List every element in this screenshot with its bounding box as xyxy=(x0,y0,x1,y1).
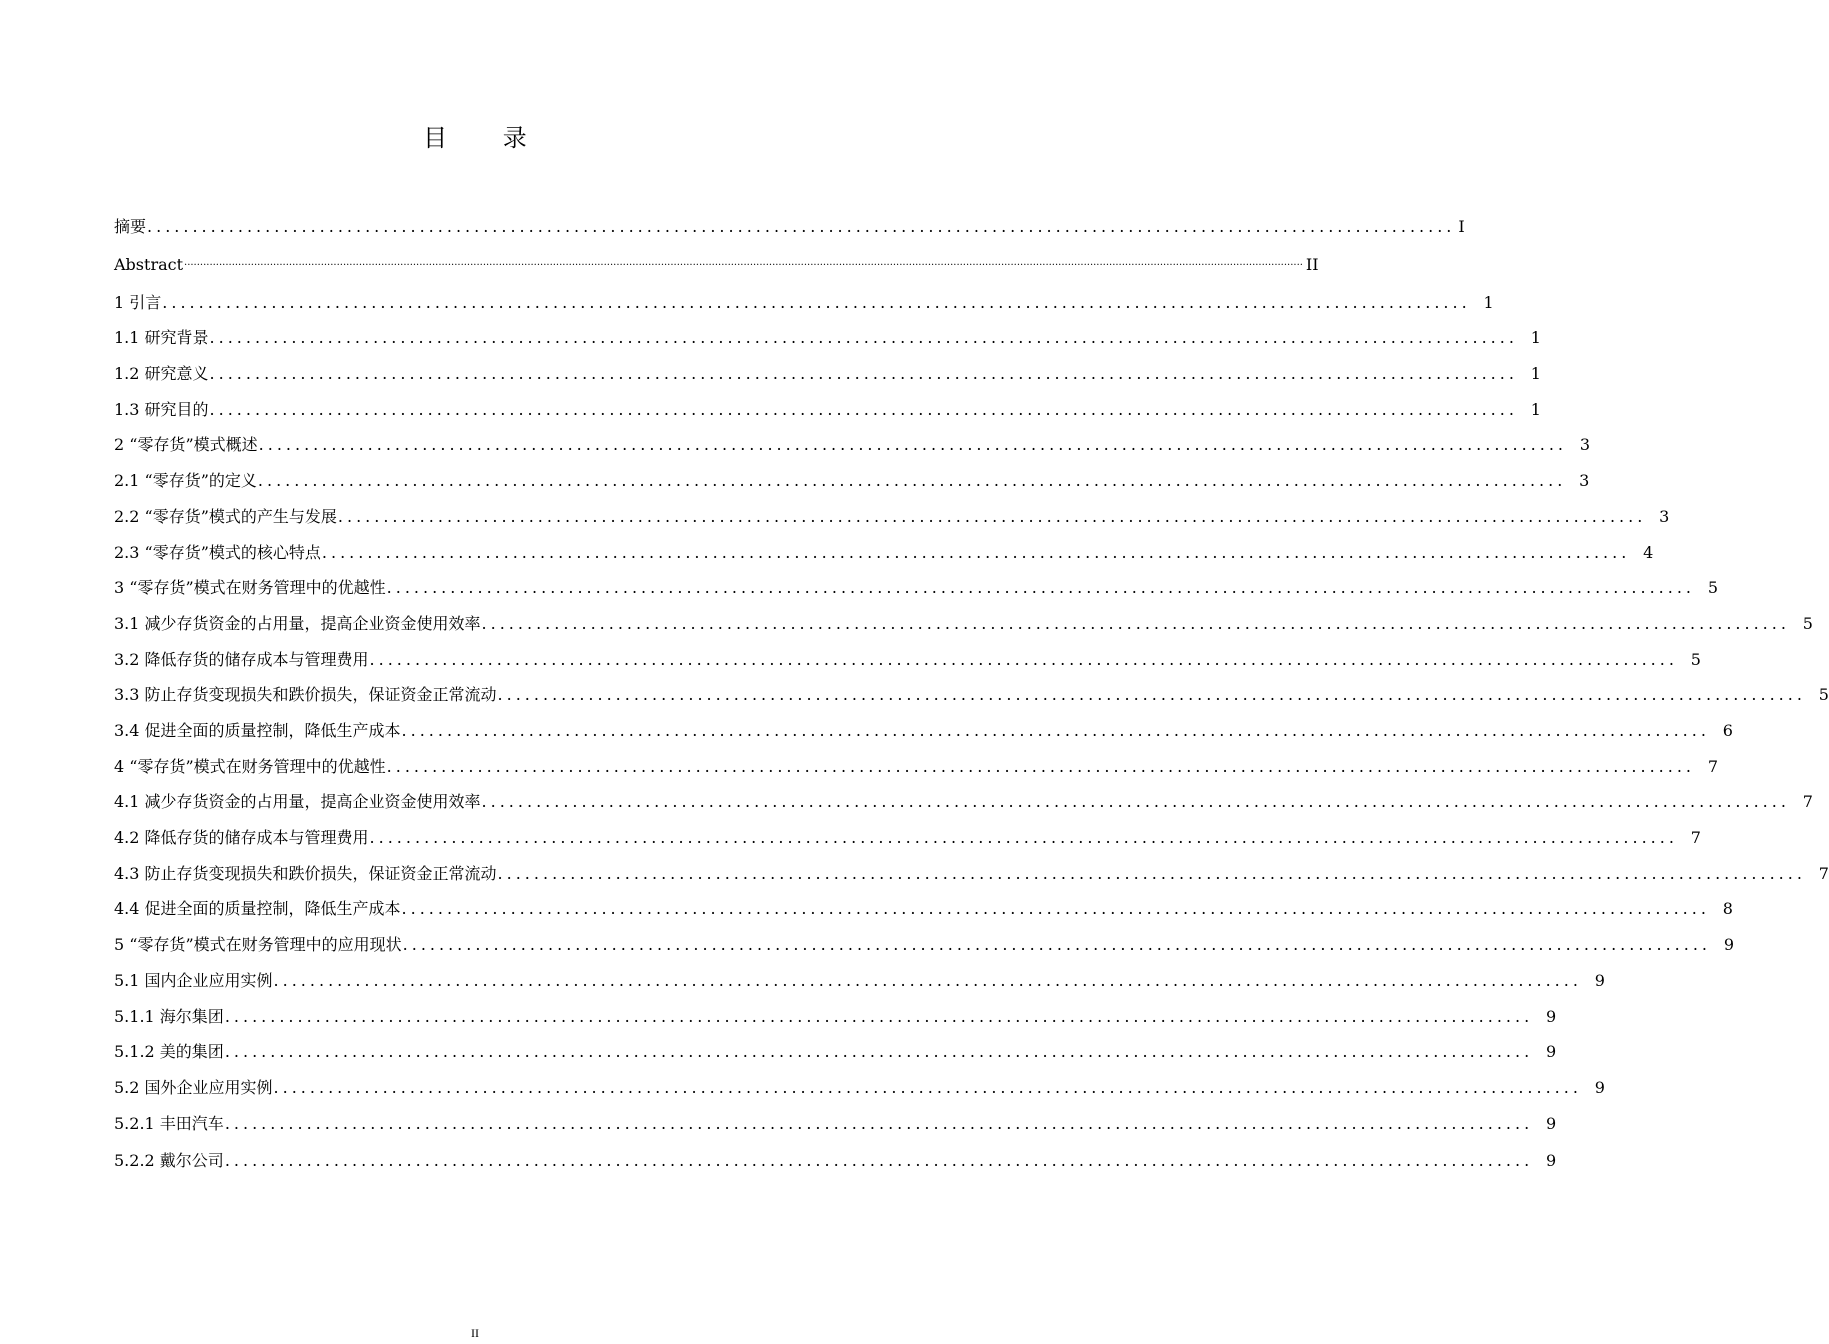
dot-leader: ................................................................................................................................................ xyxy=(257,471,1567,490)
toc-entry-label: 1.1 研究背景 xyxy=(114,328,209,347)
toc-entry[interactable] xyxy=(114,1038,1557,1062)
dot-leader: ................................................................................................................................................ xyxy=(224,1114,1534,1133)
dot-leader: ................................................................................................................................................ xyxy=(147,217,1456,236)
toc-entry-page: 7 xyxy=(1707,757,1719,776)
toc-entry-page: 9 xyxy=(1546,1007,1557,1026)
toc-entry[interactable] xyxy=(114,1147,1557,1171)
toc-entry-page: 7 xyxy=(1690,828,1701,847)
toc-entry-page: 5 xyxy=(1707,578,1719,597)
toc-entry-page: 3 xyxy=(1659,507,1670,526)
page-number: II xyxy=(471,1326,479,1340)
toc-entry[interactable] xyxy=(114,396,1541,420)
toc-entry-page: 9 xyxy=(1546,1114,1557,1133)
toc-entry[interactable] xyxy=(114,931,1735,955)
dot-leader: ................................................................................................................................................ xyxy=(273,971,1582,990)
toc-entry-label: 4.3 防止存货变现损失和跌价损失，保证资金正常流动 xyxy=(114,864,497,883)
toc-entry[interactable] xyxy=(114,360,1541,384)
toc-entry-abstract-cn[interactable] xyxy=(114,213,1465,237)
toc-entry-label: 3 “零存货”模式在财务管理中的优越性 xyxy=(114,578,386,597)
dot-leader: ................................................................................................................................................ xyxy=(273,1078,1582,1097)
toc-entry-label: 3.3 防止存货变现损失和跌价损失，保证资金正常流动 xyxy=(114,685,497,704)
toc-entry-page: 9 xyxy=(1594,971,1605,990)
toc-entry-page: 5 xyxy=(1818,685,1829,704)
dot-leader: ................................................................................................................................................ xyxy=(321,543,1631,562)
toc-entry-label: 3.1 减少存货资金的占用量，提高企业资金使用效率 xyxy=(114,614,481,633)
toc-entry-page: 7 xyxy=(1818,864,1829,883)
toc-entry-label: 4.4 促进全面的质量控制，降低生产成本 xyxy=(114,899,401,918)
page-title: 目 录 xyxy=(423,124,551,152)
toc-entry-page: 9 xyxy=(1723,935,1735,954)
toc-entry-label: 4.1 减少存货资金的占用量，提高企业资金使用效率 xyxy=(114,792,481,811)
toc-entry-label: 5.2.2 戴尔公司 xyxy=(114,1151,224,1170)
toc-entry-page: 4 xyxy=(1643,543,1654,562)
toc-entry[interactable] xyxy=(114,1074,1605,1098)
dot-leader: ................................................................................................................................................ xyxy=(481,614,1790,633)
dot-leader: ................................................................................................................................................ xyxy=(162,293,1471,312)
toc-entry[interactable] xyxy=(114,681,1829,705)
toc-entry[interactable] xyxy=(114,324,1541,348)
toc-entry-page: II xyxy=(1305,255,1319,274)
toc-entry-page: 6 xyxy=(1722,721,1733,740)
dot-leader: ................................................................................................................................................ xyxy=(386,757,1696,776)
dot-leader: ................................................................................................................................................ xyxy=(402,935,1712,954)
dot-leader: ................................................................................................................................................ xyxy=(481,792,1790,811)
dot-leader: ................................................................................................................................................ xyxy=(386,578,1696,597)
toc-entry-label: 2.3 “零存货”模式的核心特点 xyxy=(114,543,321,562)
toc-entry[interactable] xyxy=(114,574,1719,598)
toc-entry-label: 2.2 “零存货”模式的产生与发展 xyxy=(114,507,337,526)
dot-leader: ................................................................................................................................................ xyxy=(224,1042,1534,1061)
toc-entry[interactable] xyxy=(114,646,1701,670)
dot-leader: ................................................................................................................................................ xyxy=(369,650,1678,669)
toc-entry[interactable] xyxy=(114,788,1813,812)
toc-entry-page: 9 xyxy=(1594,1078,1605,1097)
toc-entry-label: Abstract xyxy=(114,255,184,274)
toc-entry-label: 2.1 “零存货”的定义 xyxy=(114,471,257,490)
toc-entry-label: 3.2 降低存货的储存成本与管理费用 xyxy=(114,650,369,669)
toc-entry-page: 1 xyxy=(1483,293,1494,312)
toc-entry-page: 1 xyxy=(1530,400,1541,419)
toc-entry-label: 1.2 研究意义 xyxy=(114,364,209,383)
toc-entry-page: 7 xyxy=(1802,792,1813,811)
toc-entry-label: 5.2 国外企业应用实例 xyxy=(114,1078,273,1097)
toc-entry-page: 8 xyxy=(1722,899,1733,918)
toc-entry-page: 3 xyxy=(1579,471,1590,490)
toc-entry-label: 5.2.1 丰田汽车 xyxy=(114,1114,224,1133)
dot-leader: ................................................................................................................................................ xyxy=(209,364,1518,383)
toc-entry[interactable] xyxy=(114,895,1733,919)
toc-entry-label: 摘要 xyxy=(114,217,147,236)
dot-leader: ................................................................................................................................................ xyxy=(401,899,1710,918)
toc-entry-page: I xyxy=(1458,217,1465,236)
toc-entry-label: 5.1.2 美的集团 xyxy=(114,1042,224,1061)
toc-entry[interactable] xyxy=(114,1003,1557,1027)
dot-leader: ................................................................................................................................................................................................................................................................................................................................................................ xyxy=(184,257,1303,268)
toc-entry-page: 1 xyxy=(1530,328,1541,347)
toc-entry-page: 3 xyxy=(1579,435,1591,454)
toc-entry-label: 4.2 降低存货的储存成本与管理费用 xyxy=(114,828,369,847)
toc-entry-label: 4 “零存货”模式在财务管理中的优越性 xyxy=(114,757,386,776)
toc-entry[interactable] xyxy=(114,824,1701,848)
toc-entry[interactable] xyxy=(114,467,1590,491)
toc-entry-abstract-en[interactable] xyxy=(114,251,1319,275)
dot-leader: ................................................................................................................................................ xyxy=(258,435,1568,454)
dot-leader: ................................................................................................................................................ xyxy=(224,1007,1534,1026)
toc-entry-page: 9 xyxy=(1546,1151,1557,1170)
toc-entry[interactable] xyxy=(114,717,1733,741)
toc-entry-label: 5 “零存货”模式在财务管理中的应用现状 xyxy=(114,935,402,954)
toc-entry[interactable] xyxy=(114,610,1813,634)
toc-entry-label: 1.3 研究目的 xyxy=(114,400,209,419)
toc-entry-label: 3.4 促进全面的质量控制，降低生产成本 xyxy=(114,721,401,740)
toc-entry-page: 9 xyxy=(1546,1042,1557,1061)
dot-leader: ................................................................................................................................................ xyxy=(209,400,1518,419)
dot-leader: ................................................................................................................................................ xyxy=(497,685,1806,704)
toc-entry-label: 1 引言 xyxy=(114,293,162,312)
toc-entry[interactable] xyxy=(114,967,1605,991)
toc-entry[interactable] xyxy=(114,431,1591,455)
toc-entry[interactable] xyxy=(114,1110,1557,1134)
dot-leader: ................................................................................................................................................ xyxy=(224,1151,1534,1170)
toc-entry-page: 5 xyxy=(1690,650,1701,669)
toc-entry[interactable] xyxy=(114,753,1719,777)
dot-leader: ................................................................................................................................................ xyxy=(369,828,1678,847)
dot-leader: ................................................................................................................................................ xyxy=(497,864,1806,883)
dot-leader: ................................................................................................................................................ xyxy=(401,721,1710,740)
dot-leader: ................................................................................................................................................ xyxy=(337,507,1647,526)
toc-entry-label: 5.1.1 海尔集团 xyxy=(114,1007,224,1026)
toc-entry[interactable] xyxy=(114,539,1654,563)
toc-entry-page: 1 xyxy=(1530,364,1541,383)
toc-entry-label: 5.1 国内企业应用实例 xyxy=(114,971,273,990)
toc-entry-page: 5 xyxy=(1802,614,1813,633)
dot-leader: ................................................................................................................................................ xyxy=(209,328,1518,347)
toc-entry[interactable] xyxy=(114,503,1670,527)
toc-entry-label: 2 “零存货”模式概述 xyxy=(114,435,258,454)
toc-entry[interactable] xyxy=(114,860,1829,884)
toc-entry[interactable] xyxy=(114,289,1494,313)
